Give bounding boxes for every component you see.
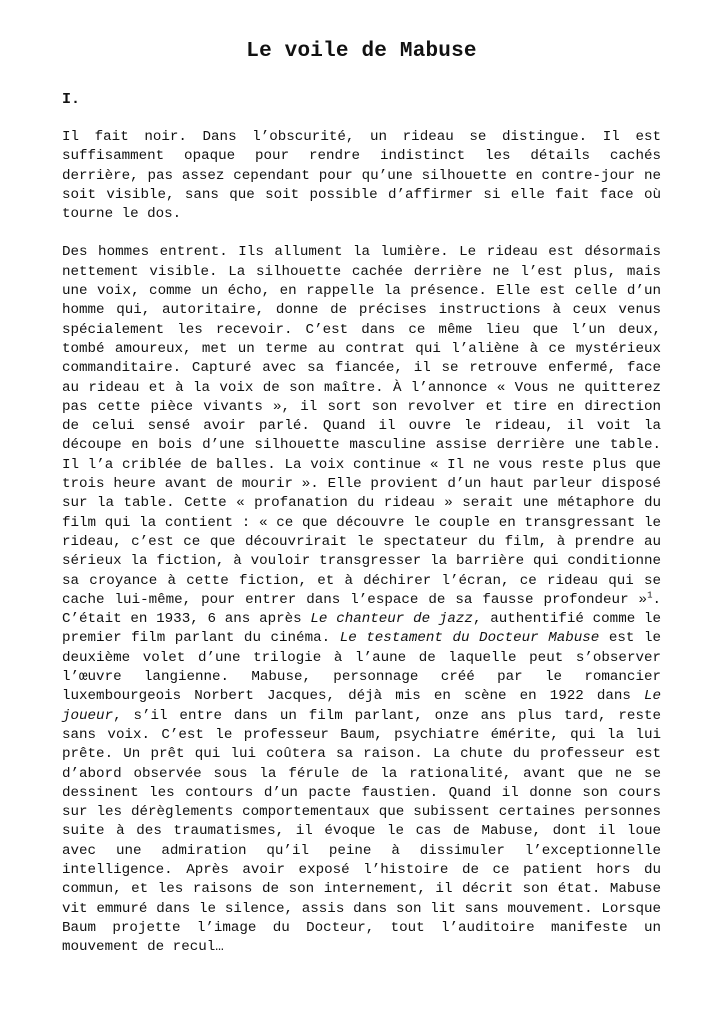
- section-number: I.: [62, 91, 81, 108]
- paragraph-2-segment-5: , s’il entre dans un film parlant, onze ans plus tard, reste sans voix. C’est le professeur Baum, psychiatre émérite, qui la lui prête. Un prêt qui lui coûtera sa raison. La chute du professeur est d’abord observée sous la férule de la rationalité, avant que ne se dessinent les contours d’un pacte faustien. Quand il donne son cours sur les dérèglements comportementaux que subissent certaines personnes suite à des traumatismes, il évoque le cas de Mabuse, dont il loue avec une admiration qu’il peine à dissimuler l’exceptionnelle intelligence. Après avoir exposé l’histoire de ce patient hors du commun, et les raisons de son internement, il décrit son état. Mabuse vit emmuré dans le silence, assis dans son lit sans mouvement. Lorsque Baum projette l’image du Docteur, tout l’auditoire manifeste un mouvement de recul…: [62, 707, 661, 956]
- paragraph-1: [62, 128, 661, 224]
- paragraph-2-segment-2: . C’était en 1933, 6 ans après: [62, 591, 661, 628]
- footnote-marker: 1: [647, 590, 653, 601]
- film-title-le-joueur: Le joueur: [62, 688, 661, 724]
- paragraph-2-segment-3: , authentifié comme le premier film parlant du cinéma.: [62, 611, 662, 647]
- paragraph-2-segment-1: Des hommes entrent. Ils allument la lumière. Le rideau est désormais nettement visible. La silhouette cachée derrière ne l’est plus, mais une voix, comme un écho, en rappelle la présence. Elle est celle d’un homme qui, autoritaire, donne de précises instructions à ceux venus spécialement les recevoir. C’est dans ce même lieu que l’un deux, tombé amoureux, met un terme au contrat qui l’aliène à ce mystérieux commanditaire. Capturé avec sa fiancée, il se retrouve enfermé, face au rideau et à la voix de son maître. À l’annonce « Vous ne quitterez pas cette pièce vivants », il sort son revolver et tire en direction de celui sensé avoir parlé. Quand il ouvre le rideau, il voit la découpe en bois d’une silhouette masculine assise derrière une table. Il l’a criblée de balles. La voix continue « Il ne vous reste plus que trois heure avant de mourir ». Elle provient d’un haut parleur disposé sur la table. Cette « profanation du rideau » serait une métaphore du film qui la contient : « ce que découvre le couple en transgressant le rideau, c’est ce que découvrirait le spectateur du film, à prendre au sérieux la fiction, à vouloir transgresser la barrière qui conditionne sa croyance à cette fiction, et à déchirer l’écran, ce rideau qui se cache lui-même, pour entrer dans l’espace de sa fausse profondeur »: [62, 244, 661, 608]
- document-title: Le voile de Mabuse: [246, 40, 477, 63]
- film-title-testament-mabuse: Le testament du Docteur Mabuse: [339, 630, 600, 647]
- film-title-chanteur-de-jazz: Le chanteur de jazz: [310, 611, 473, 628]
- paragraph-2-segment-4: est le deuxième volet d’une trilogie à l’aune de laquelle peut s’observer l’œuvre langienne. Mabuse, personnage créé par le romancier luxembourgeois Norbert Jacques, déjà mis en scène en 1922 dans: [62, 630, 661, 705]
- paragraph-1-text: Il fait noir. Dans l’obscurité, un rideau se distingue. Il est suffisamment opaque pour rendre indistinct les détails cachés derrière, pas assez cependant pour qu’une silhouette en contre-jour ne soit visible, sans que soit possible d’affirmer si elle fait face où tourne le dos.: [62, 129, 661, 223]
- paragraph-2: [62, 243, 661, 957]
- document-page: [62, 38, 661, 976]
